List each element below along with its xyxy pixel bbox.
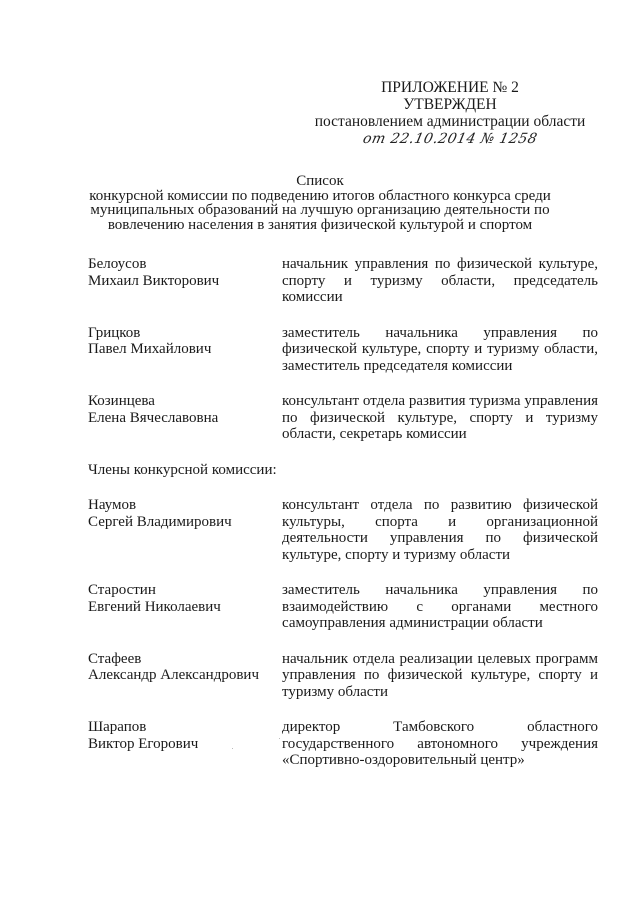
member-role: начальник управления по физической культуре, спорту и туризму области, председатель комиссии — [282, 256, 598, 305]
member-name — [88, 393, 273, 443]
members-section-label: Члены конкурсной комиссии: — [88, 461, 277, 478]
member-entry — [88, 719, 598, 769]
member-surname: Грицков — [88, 324, 141, 341]
approval-authority: постановлением администрации области — [314, 113, 586, 130]
member-given-name: Павел Михайлович — [88, 341, 212, 357]
member-name — [88, 497, 273, 563]
member-surname: Козинцева — [88, 393, 155, 409]
member-given-name: Александр Александрович — [88, 667, 259, 683]
title-line-1: Список — [296, 173, 344, 189]
member-role: заместитель начальника управления по взаимодействию с органами местного самоуправления администрации области — [282, 582, 598, 631]
member-entry — [88, 582, 598, 632]
member-entry — [88, 256, 598, 306]
title-line-3: муниципальных образований на лучшую организацию деятельности по — [90, 202, 550, 219]
member-entry — [88, 497, 598, 563]
member-given-name: Евгений Николаевич — [88, 598, 221, 615]
appendix-header — [310, 79, 590, 148]
scan-speck — [279, 738, 280, 739]
member-entry — [88, 393, 598, 443]
member-given-name: Виктор Егорович — [88, 735, 199, 752]
member-given-name: Елена Вячеславовна — [88, 409, 219, 426]
member-given-name: Сергей Владимирович — [88, 513, 232, 530]
member-surname: Шарапов — [88, 719, 147, 735]
appendix-number: ПРИЛОЖЕНИЕ № 2 — [381, 79, 519, 96]
member-name — [88, 256, 273, 306]
scan-speck — [232, 748, 233, 749]
member-name — [88, 651, 273, 701]
handwritten-date-number: от 22.10.2014 № 1258 — [361, 131, 539, 147]
member-role: заместитель начальника управления по физической культуре, спорту и туризму области, заместитель председателя комиссии — [282, 324, 598, 374]
member-surname: Наумов — [88, 497, 137, 513]
member-surname: Стафеев — [88, 650, 142, 667]
member-entry — [88, 651, 598, 701]
commission-list — [88, 256, 598, 788]
member-name — [88, 582, 273, 632]
title-line-2: конкурсной комиссии по подведению итогов областного конкурса среди — [89, 187, 551, 204]
member-name — [88, 719, 273, 769]
member-entry — [88, 325, 598, 375]
title-line-4: вовлечению населения в занятия физической культурой и спортом — [107, 216, 533, 233]
member-name — [88, 325, 273, 375]
member-role: консультант отдела развития туризма управления по физической культуре, спорту и туризму области, секретарь комиссии — [282, 393, 598, 442]
approval-status: УТВЕРЖДЕН — [403, 96, 497, 113]
member-surname: Белоусов — [88, 256, 147, 272]
member-surname: Старостин — [88, 582, 156, 598]
document-title — [70, 174, 570, 232]
member-role: начальник отдела реализации целевых программ управления по физической культуре, спорту и туризму области — [282, 650, 598, 700]
member-role: консультант отдела по развитию физической культуры, спорта и организационной деятельности управления по физической культуре, спорту и туризму области — [282, 497, 598, 563]
member-role: директор Тамбовского областного государственного автономного учреждения «Спортивно-оздоровительный центр» — [282, 719, 598, 768]
member-given-name: Михаил Викторович — [88, 272, 220, 289]
